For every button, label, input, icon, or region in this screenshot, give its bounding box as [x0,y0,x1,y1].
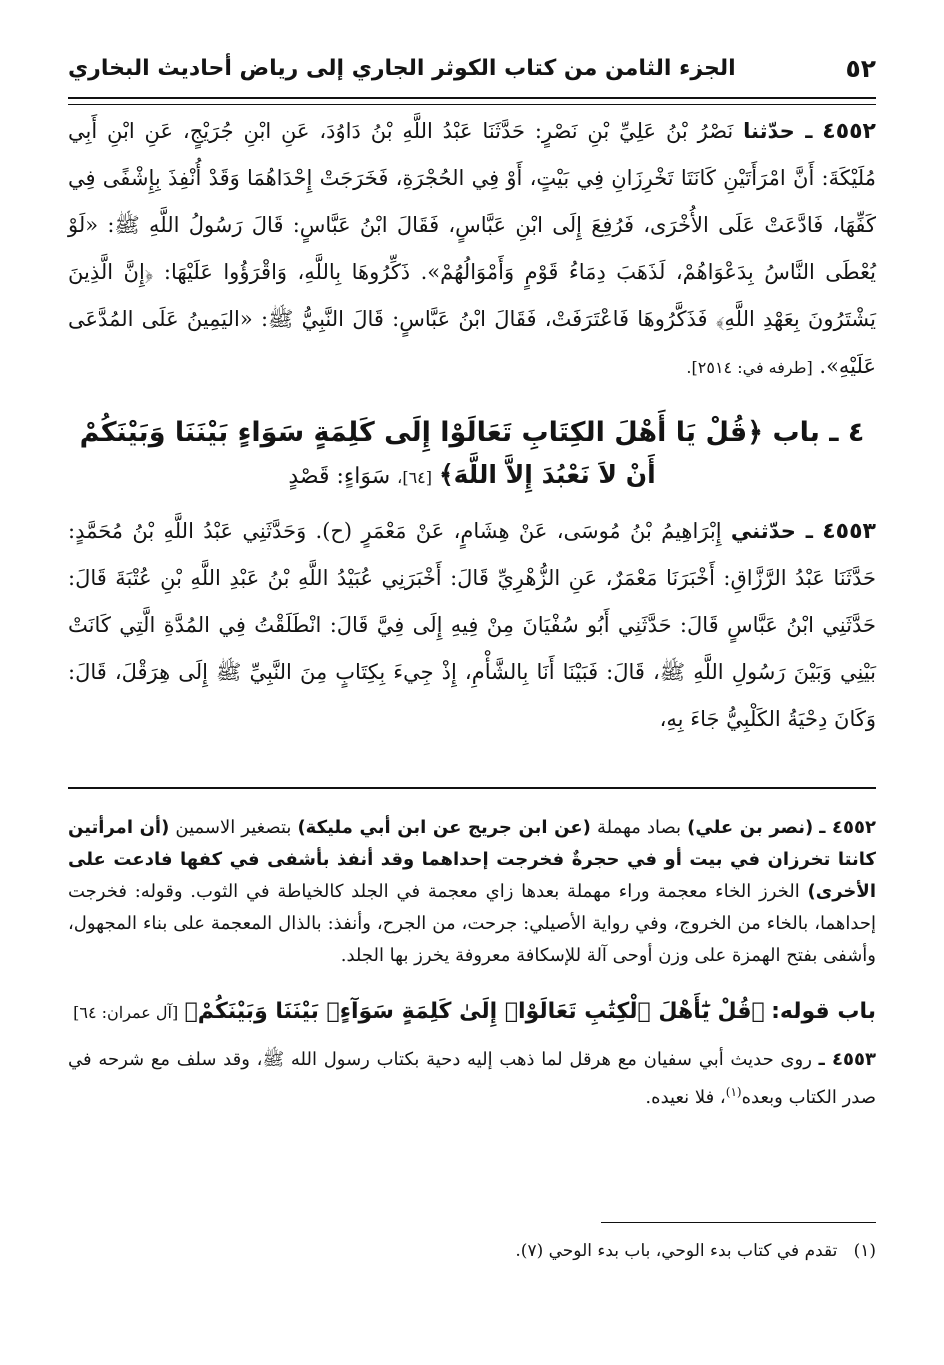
commentary-number: ٤٥٥٢ ـ [819,817,876,838]
hadith-lead: حدّثنا [743,119,795,143]
footnote-rule [601,1222,876,1223]
chapter-title-quran: أَنْ لاَ نَعْبُدَ إِلاَّ اللَّهَ﴾ [439,460,656,489]
hadith-lead: حدّثني [730,519,796,543]
footnote-text: تقدم في كتاب بدء الوحي، باب بدء الوحي (٧). [515,1241,838,1261]
commentary-4552: ٤٥٥٢ ـ (نصر بن علي) بصاد مهملة (عن ابن جريج عن ابن أبي مليكة) بتصغير الاسمين (أن امرأتين كانتا تخرزان في بيت أو في حجرةٌ فخرجت إحداهما وقد أنفذ بأشفى في كفها فادعت على الأخرى) الخرز الخاء معجمة وراء مهملة بعدها زاي معجمة في الجلد كالخياطة في الثوب. وقوله: فخرجت إحداهما، بالخاء من الخروج، وفي رواية الأصيلي: جرحت، من الجرح، وأنفذ: بالذال المعجمة على بناء المجهول، وأشفى بفتح الهمزة على وزن أوحى آلة للإسكافة معروفة يخرز بها الجلد. [68,817,876,966]
bab-verse-ref: [آل عمران: ٦٤] [73,1003,179,1022]
hadith-number: ٤٥٥٢ [822,119,876,144]
hadith-text: نَصْرُ بْنُ عَلِيِّ بْنِ نَصْرٍ: حَدَّثَنَا عَبْدُ اللَّهِ بْنُ دَاوُدَ، عَنِ ابْنِ جُرَيْجٍ، عَنِ ابْنِ أَبِي مُلَيْكَةَ: أَنَّ امْرَأَتَيْنِ كَانَتَا تَخْرِزَانِ فِي بَيْتٍ، أَوْ فِي الحُجْرَةِ، فَخَرَجَتْ إِحْدَاهُمَا وَقَدْ أُنْفِذَ بِإِشْفًى فِي كَفِّهَا، فَادَّعَتْ عَلَى الأُخْرَى، فَرُفِعَ إِلَى ابْنِ عَبَّاسٍ، فَقَالَ ابْنُ عَبَّاسٍ: قَالَ رَسُولُ اللَّهِ ﷺ: «لَوْ يُعْطَى النَّاسُ بِدَعْوَاهُمْ، لَذَهَبَ دِمَاءُ قَوْمٍ وَأَمْوَالُهُمْ». ذَكِّرُوهَا بِاللَّهِ، وَاقْرَؤُوا عَلَيْهَا: ﴿إِنَّ الَّذِينَ يَشْتَرُونَ بِعَهْدِ اللَّهِ﴾ فَذَكَّرُوهَا فَاعْتَرَفَتْ، فَقَالَ ابْنُ عَبَّاسٍ: قَالَ النَّبِيُّ ﷺ: «اليَمِينُ عَلَى المُدَّعَى عَلَيْهِ». [68,119,876,378]
commentary [68,812,876,1114]
bab-quran: ﴿قُلْ يَٰٓأَهْلَ ٱلْكِتَٰبِ تَعَالَوْا۟ إِلَىٰ كَلِمَةٍ سَوَآءٍۭ بَيْنَنَا وَبَيْنَكُمْ﴾ [184,999,765,1024]
chapter-heading [68,411,876,498]
hadith-text: إِبْرَاهِيمُ بْنُ مُوسَى، عَنْ هِشَامٍ، عَنْ مَعْمَرٍ (ح). وَحَدَّثَنِي عَبْدُ اللَّهِ بْنُ مُحَمَّدٍ: حَدَّثَنَا عَبْدُ الرَّزَّاقِ: أَخْبَرَنَا مَعْمَرٌ، عَنِ الزُّهْرِيِّ قَالَ: أَخْبَرَنِي عُبَيْدُ اللَّهِ بْنُ عَبْدِ اللَّهِ بْنِ عُتْبَةَ قَالَ: حَدَّثَنِي ابْنُ عَبَّاسٍ قَالَ: حَدَّثَنِي أَبُو سُفْيَانَ مِنْ فِيهِ إِلَى فِيَّ قَالَ: انْطَلَقْتُ فِي المُدَّةِ الَّتِي كَانَتْ بَيْنِي وَبَيْنَ رَسُولِ اللَّهِ ﷺ، قَالَ: فَبَيْنَا أَنَا بِالشَّأْمِ، إِذْ جِيءَ بِكِتَابٍ مِنَ النَّبِيِّ ﷺ إِلَى هِرَقْلَ، قَالَ: وَكَانَ دِحْيَةُ الكَلْبِيُّ جَاءَ بِهِ، [68,519,876,731]
bab-label: باب قوله: [771,999,876,1024]
running-title: الجزء الثامن من كتاب الكوثر الجاري إلى رياض أحاديث البخاري [68,55,736,81]
cross-reference: [طرفه في: ٢٥١٤]. [686,358,813,377]
page-header [68,42,876,94]
chapter-title: ٤ ـ باب ﴿قُلْ يَا أَهْلَ الكِتَابِ تَعَالَوْا إِلَى كَلِمَةٍ سَوَاءٍ بَيْنَنَا وَبَيْنَكُمْ [79,417,865,448]
commentary-bab-heading [68,994,876,1030]
section-separator [68,787,876,789]
main-text [68,108,876,743]
hadith-4553: ٤٥٥٣ ـ حدّثني إِبْرَاهِيمُ بْنُ مُوسَى، عَنْ هِشَامٍ، عَنْ مَعْمَرٍ (ح). وَحَدَّثَنِي عَبْدُ اللَّهِ بْنُ مُحَمَّدٍ: حَدَّثَنَا عَبْدُ الرَّزَّاقِ: أَخْبَرَنَا مَعْمَرٌ، عَنِ الزُّهْرِيِّ قَالَ: أَخْبَرَنِي عُبَيْدُ اللَّهِ بْنُ عَبْدِ اللَّهِ بْنِ عُتْبَةَ قَالَ: حَدَّثَنِي ابْنُ عَبَّاسٍ قَالَ: حَدَّثَنِي أَبُو سُفْيَانَ مِنْ فِيهِ إِلَى فِيَّ قَالَ: انْطَلَقْتُ فِي المُدَّةِ الَّتِي كَانَتْ بَيْنِي وَبَيْنَ رَسُولِ اللَّهِ ﷺ، قَالَ: فَبَيْنَا أَنَا بِالشَّأْمِ، إِذْ جِيءَ بِكِتَابٍ مِنَ النَّبِيِّ ﷺ إِلَى هِرَقْلَ، قَالَ: وَكَانَ دِحْيَةُ الكَلْبِيُّ جَاءَ بِهِ، [68,519,876,731]
page-number: ٥٢ [845,53,876,83]
commentary-number: ٤٥٥٣ ـ [818,1049,876,1070]
hadith-4552: ٤٥٥٢ ـ حدّثنا نَصْرُ بْنُ عَلِيِّ بْنِ نَصْرٍ: حَدَّثَنَا عَبْدُ اللَّهِ بْنُ دَاوُدَ، عَنِ ابْنِ جُرَيْجٍ، عَنِ ابْنِ أَبِي مُلَيْكَةَ: أَنَّ امْرَأَتَيْنِ كَانَتَا تَخْرِزَانِ فِي بَيْتٍ، أَوْ فِي الحُجْرَةِ، فَخَرَجَتْ إِحْدَاهُمَا وَقَدْ أُنْفِذَ بِإِشْفًى فِي كَفِّهَا، فَادَّعَتْ عَلَى الأُخْرَى، فَرُفِعَ إِلَى ابْنِ عَبَّاسٍ، فَقَالَ ابْنُ عَبَّاسٍ: قَالَ رَسُولُ اللَّهِ ﷺ: «لَوْ يُعْطَى النَّاسُ بِدَعْوَاهُمْ، لَذَهَبَ دِمَاءُ قَوْمٍ وَأَمْوَالُهُمْ». ذَكِّرُوهَا بِاللَّهِ، وَاقْرَؤُوا عَلَيْهَا: ﴿إِنَّ الَّذِينَ يَشْتَرُونَ بِعَهْدِ اللَّهِ﴾ فَذَكَّرُوهَا فَاعْتَرَفَتْ، فَقَالَ ابْنُ عَبَّاسٍ: قَالَ النَّبِيُّ ﷺ: «اليَمِينُ عَلَى المُدَّعَى عَلَيْهِ». [طرفه في: ٢٥١٤]. [68,119,876,378]
chapter-verse-ref: [٦٤]، [397,468,432,487]
hadith-number: ٤٥٥٣ [822,519,876,544]
header-rule [68,97,876,105]
footnote-number: (١) [853,1241,876,1261]
chapter-gloss: سَوَاءٍ: قَصْدٍ [288,464,391,489]
footnote [68,1236,876,1266]
commentary-4553: ٤٥٥٣ ـ روى حديث أبي سفيان مع هرقل لما ذهب إليه دحية بكتاب رسول الله ﷺ، وقد سلف مع شرحه في صدر الكتاب وبعده$^{(١)}$، فلا نعيده. [68,1049,876,1108]
footnote-marker: (١) [725,1085,742,1099]
